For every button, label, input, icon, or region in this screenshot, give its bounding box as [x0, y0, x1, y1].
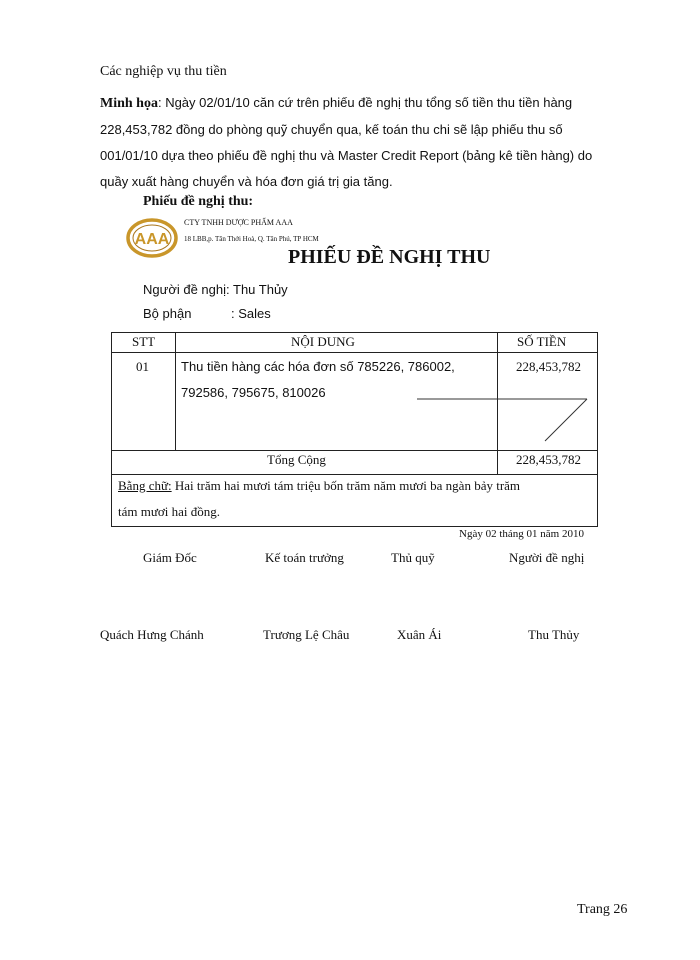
total-divider [112, 474, 597, 475]
signature-role-requester: Người đề nghị [509, 550, 585, 565]
amount-in-words-line-2: tám mươi hai đồng. [118, 504, 221, 519]
total-label: Tổng Cộng [267, 452, 326, 467]
signature-role-director: Giám Đốc [143, 550, 197, 565]
intro-line-2: 228,453,782 đồng do phòng quỹ chuyển qua, kế toán thu chi sẽ lập phiếu thu số [100, 122, 563, 137]
intro-line-4: quầy xuất hàng chuyển và hóa đơn giá trị gia tăng. [100, 174, 393, 189]
signature-name-cashier: Xuân Ái [397, 627, 442, 642]
intro-line-3: 001/01/10 dựa theo phiếu đề nghị thu và Master Credit Report (bảng kê tiền hàng) do [100, 148, 593, 163]
intro-paragraph [100, 90, 620, 195]
amount-in-words-line-1 [118, 478, 520, 494]
requester-label: Người đề nghị: [143, 282, 230, 297]
header-divider [112, 352, 597, 353]
signature-name-director: Quách Hưng Chánh [100, 627, 204, 642]
header-amount: SỐ TIỀN [517, 334, 567, 349]
row-content-line-2: 792586, 795675, 810026 [181, 385, 326, 400]
requester-value: Thu Thủy [233, 282, 288, 297]
company-name: CTY TNHH DƯỢC PHẨM AAA [184, 218, 293, 227]
department-label: Bộ phận [143, 306, 192, 321]
signature-role-chief-accountant: Kế toán trưởng [265, 550, 344, 565]
signature-name-requester: Thu Thủy [528, 627, 580, 642]
company-address: 18 LBB,p. Tân Thới Hoà, Q. Tân Phú, TP HCM [184, 235, 319, 243]
words-label: Bằng chữ: [118, 478, 172, 493]
col-divider-stt [175, 333, 176, 450]
intro-label: Minh họa [100, 96, 158, 111]
cancel-diagonal-line [545, 399, 587, 441]
intro-line-1 [100, 90, 620, 117]
row-stt: 01 [136, 359, 149, 374]
total-amount: 228,453,782 [516, 452, 581, 467]
row-amount: 228,453,782 [516, 359, 581, 374]
page-number: Trang 26 [577, 902, 628, 917]
section-heading: Các nghiệp vụ thu tiền [100, 64, 227, 79]
signature-date: Ngày 02 tháng 01 năm 2010 [459, 528, 584, 540]
requester-row [143, 282, 288, 297]
logo-text: AAA [134, 231, 170, 248]
header-content: NỘI DUNG [291, 334, 355, 349]
row-content-line-1: Thu tiền hàng các hóa đơn số 785226, 786002, [181, 359, 455, 374]
intro-text-1: : Ngày 02/01/10 căn cứ trên phiếu đề nghị thu tổng số tiền thu tiền hàng [157, 95, 573, 110]
blank-cancel-lines [417, 393, 597, 445]
form-title: PHIẾU ĐỀ NGHỊ THU [288, 246, 491, 268]
signature-role-cashier: Thủ quỹ [391, 550, 435, 565]
request-table [111, 332, 598, 527]
company-logo [126, 217, 178, 259]
signature-name-chief-accountant: Trương Lệ Châu [263, 627, 350, 642]
department-row [143, 306, 271, 321]
header-stt: STT [132, 334, 156, 349]
department-value: : Sales [231, 306, 271, 321]
words-text-1: Hai trăm hai mươi tám triệu bốn trăm năm mươi ba ngàn bảy trăm [171, 478, 521, 493]
form-label: Phiếu đề nghị thu: [143, 194, 254, 209]
row-divider [112, 450, 597, 451]
